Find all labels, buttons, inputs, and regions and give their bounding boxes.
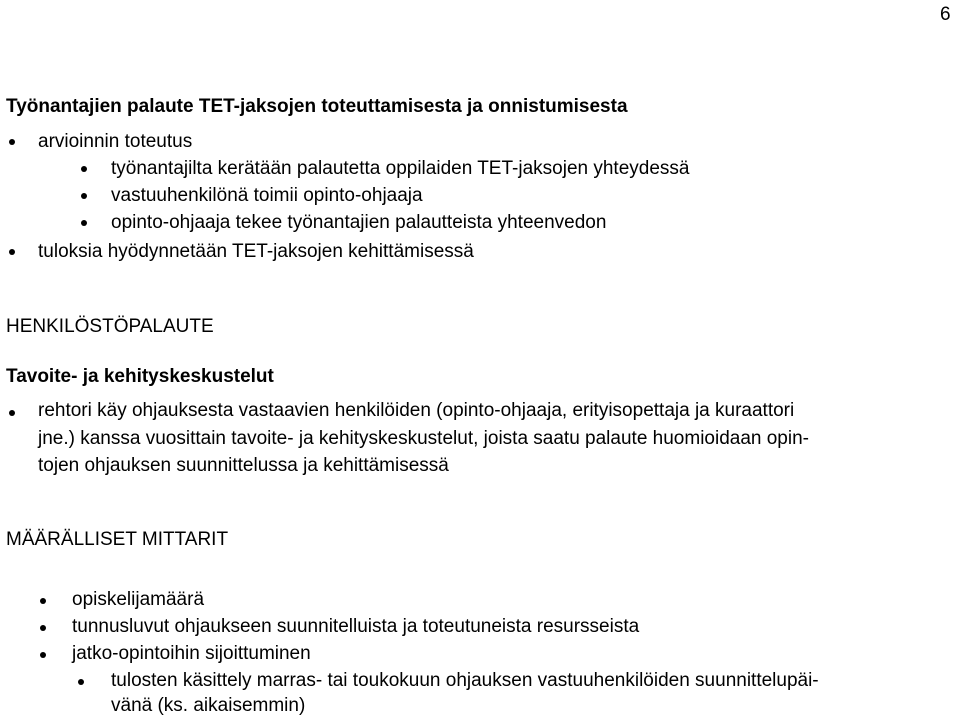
bullet-icon — [81, 193, 87, 199]
section2-subtitle: Tavoite- ja kehityskeskustelut — [6, 366, 274, 387]
bullet-icon — [40, 625, 46, 631]
paragraph-line: jne.) kanssa vuosittain tavoite- ja kehityskeskustelut, joista saatu palaute huomioidaan opin- — [38, 428, 809, 449]
section1-title: Työnantajien palaute TET-jaksojen toteuttamisesta ja onnistumisesta — [6, 96, 628, 117]
list-item: vastuuhenkilönä toimii opinto-ohjaaja — [111, 185, 423, 206]
bullet-icon — [9, 410, 15, 416]
list-item: arvioinnin toteutus — [38, 131, 193, 152]
list-item-continuation: vänä (ks. aikaisemmin) — [111, 695, 306, 716]
page-number: 6 — [940, 4, 951, 25]
list-item: opiskelijamäärä — [72, 589, 205, 610]
paragraph-line: tojen ohjauksen suunnittelussa ja kehittämisessä — [38, 455, 449, 476]
list-item: tulosten käsittely marras- tai toukokuun ohjauksen vastuuhenkilöiden suunnittelupäi- — [111, 670, 819, 691]
list-item: työnantajilta kerätään palautetta oppilaiden TET-jaksojen yhteydessä — [111, 158, 690, 179]
list-item: opinto-ohjaaja tekee työnantajien palautteista yhteenvedon — [111, 212, 607, 233]
bullet-icon — [40, 598, 46, 604]
bullet-icon — [9, 249, 15, 255]
section2-title: HENKILÖSTÖPALAUTE — [6, 316, 214, 337]
bullet-icon — [9, 139, 15, 145]
list-item: jatko-opintoihin sijoittuminen — [72, 643, 311, 664]
list-item: tuloksia hyödynnetään TET-jaksojen kehittämisessä — [38, 241, 474, 262]
list-item: tunnusluvut ohjaukseen suunnitelluista ja toteutuneista resursseista — [72, 616, 640, 637]
bullet-icon — [81, 166, 87, 172]
section3-title: MÄÄRÄLLISET MITTARIT — [6, 529, 229, 550]
bullet-icon — [78, 679, 84, 685]
bullet-icon — [40, 652, 46, 658]
bullet-icon — [81, 220, 87, 226]
paragraph-line: rehtori käy ohjauksesta vastaavien henkilöiden (opinto-ohjaaja, erityisopettaja ja kuraattori — [38, 400, 795, 421]
